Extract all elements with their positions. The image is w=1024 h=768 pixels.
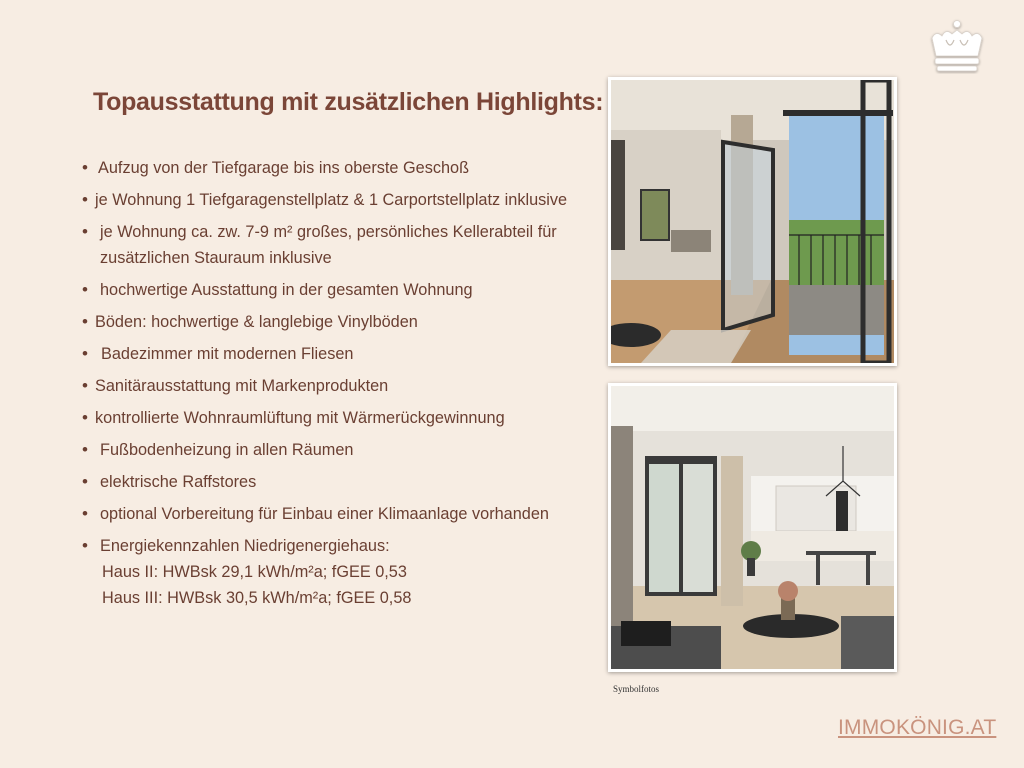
list-item: • elektrische Raffstores xyxy=(82,469,582,495)
list-item: • je Wohnung 1 Tiefgaragenstellplatz & 1 Carportstellplatz inklusive xyxy=(82,187,582,213)
list-item: • Aufzug von der Tiefgarage bis ins oberste Geschoß xyxy=(82,155,582,181)
footer-website-link[interactable]: IMMOKÖNIG.AT xyxy=(838,716,997,739)
photo-caption: Symbolfotos xyxy=(613,684,660,694)
list-item: • Energiekennzahlen Niedrigenergiehaus: Haus II: HWBsk 29,1 kWh/m²a; fGEE 0,53 Haus III: HWBsk 30,5 kWh/m²a; fGEE 0,58 xyxy=(82,533,582,611)
list-item: • optional Vorbereitung für Einbau einer Klimaanlage vorhanden xyxy=(82,501,582,527)
list-item: • Badezimmer mit modernen Fliesen xyxy=(82,341,582,367)
energy-value-haus-3: Haus III: HWBsk 30,5 kWh/m²a; fGEE 0,58 xyxy=(102,589,412,607)
photo-living-room-balcony xyxy=(608,77,897,366)
list-item: • Sanitärausstattung mit Markenprodukten xyxy=(82,373,582,399)
list-item: • hochwertige Ausstattung in der gesamten Wohnung xyxy=(82,277,582,303)
page-title: Topausstattung mit zusätzlichen Highlights: xyxy=(93,88,604,116)
photo-living-room-kitchen xyxy=(608,383,897,672)
list-item: • Fußbodenheizung in allen Räumen xyxy=(82,437,582,463)
list-item: • je Wohnung ca. zw. 7-9 m² großes, persönliches Kellerabteil für zusätzlichen Stauraum inklusive xyxy=(82,219,582,271)
feature-list xyxy=(82,155,582,617)
list-item: • kontrollierte Wohnraumlüftung mit Wärmerückgewinnung xyxy=(82,405,582,431)
energy-value-haus-2: Haus II: HWBsk 29,1 kWh/m²a; fGEE 0,53 xyxy=(102,563,407,581)
list-item: • Böden: hochwertige & langlebige Vinylböden xyxy=(82,309,582,335)
crown-icon xyxy=(926,18,988,74)
